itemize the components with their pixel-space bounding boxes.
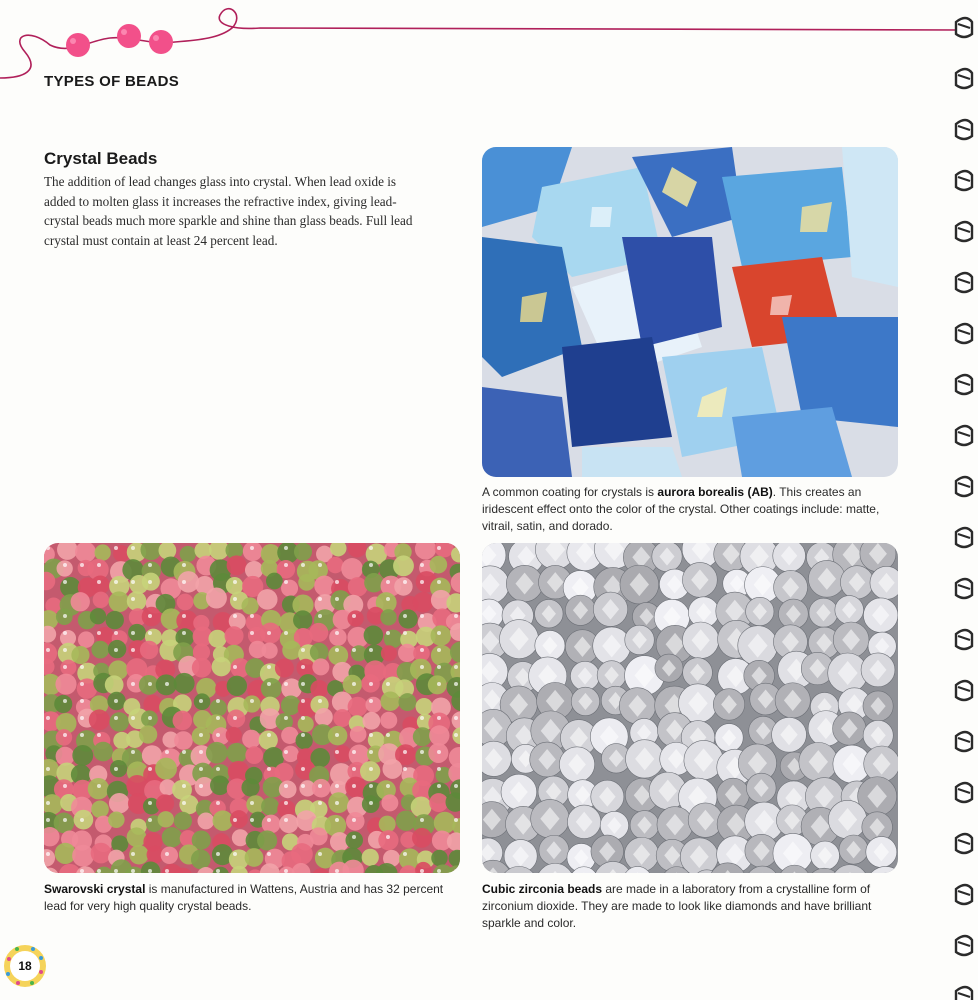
page-number: 18 [18,959,32,973]
spiral-binding [950,0,978,1000]
cubic-zirconia-photo [482,543,898,873]
page-heading: Crystal Beads [44,149,158,168]
intro-paragraph: The addition of lead changes glass into crystal. When lead oxide is added to molten glass it increases the refractive index, giving lead-crystal beads much more sparkle and shine than glass beads. Full lead crystal must contain at least 24 percent lead. [44,174,413,248]
swarovski-crystal-photo [44,543,460,873]
aurora-borealis-photo [482,147,898,477]
page-number-badge [3,944,47,988]
aurora-borealis-caption: A common coating for crystals is aurora borealis (AB). This creates an iridescent effect onto the color of the crystal. Other coatings include: matte, vitrail, satin, and dorado. [482,485,880,533]
swarovski-caption: Swarovski crystal is manufactured in Wattens, Austria and has 32 percent lead for very high quality crystal beads. [44,882,444,913]
section-label: TYPES OF BEADS [44,73,180,90]
cubic-zirconia-caption: Cubic zirconia beads are made in a laboratory from a crystalline form of zirconium dioxide. They are made to look like diamonds and have brilliant sparkle and color. [482,882,872,930]
